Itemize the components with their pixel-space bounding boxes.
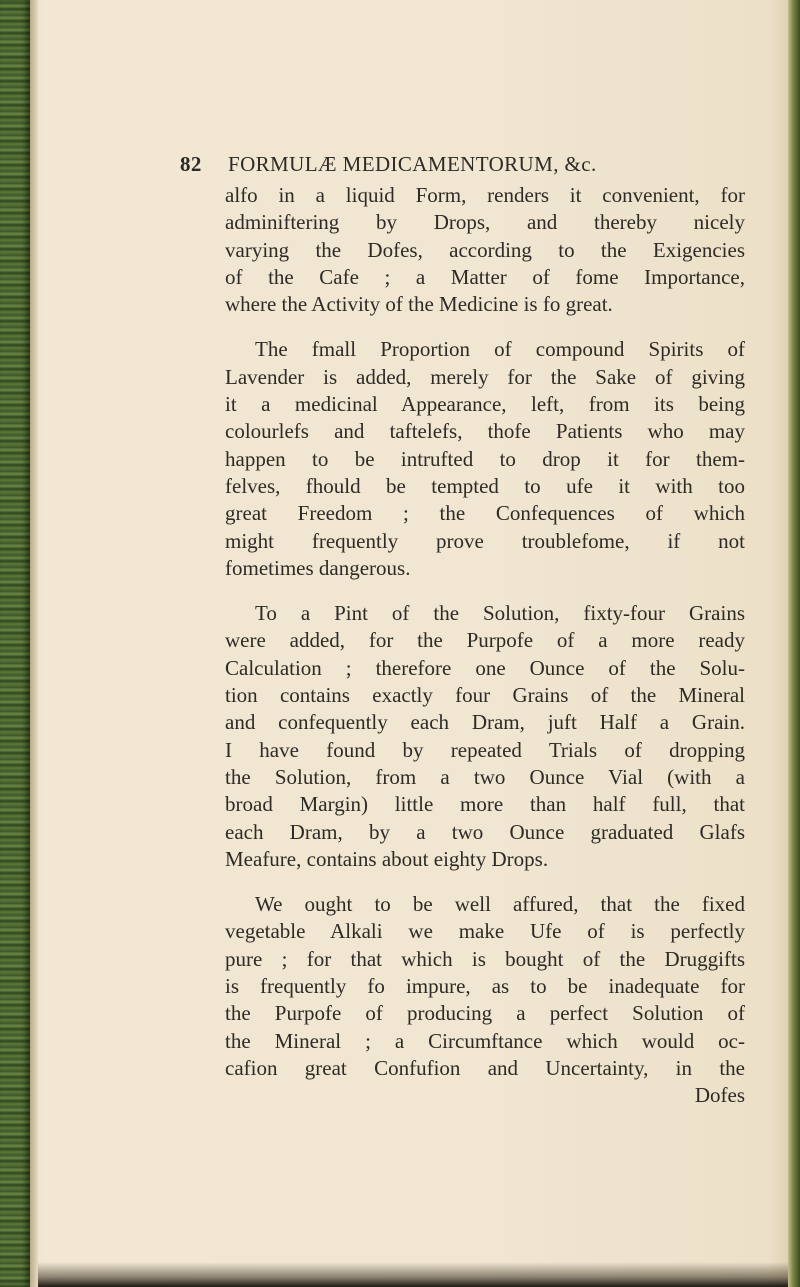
paragraph-4: [225, 891, 745, 1109]
text-line: Calculation ; therefore one Ounce of the Solu-: [225, 655, 745, 680]
text-line: happen to be intrufted to drop it for them-: [225, 446, 745, 471]
text-line: pure ; for that which is bought of the Druggifts: [225, 946, 745, 971]
running-head: [180, 152, 760, 182]
text-line: cafion great Confufion and Uncertainty, in the: [225, 1055, 745, 1080]
paragraph-3: [225, 600, 745, 873]
page-gutter: [30, 0, 38, 1287]
text-line: To a Pint of the Solution, fixty-four Grains: [255, 601, 745, 626]
text-line: great Freedom ; the Confequences of which: [225, 501, 745, 526]
text-line: colourlefs and taftelefs, thofe Patients who may: [225, 419, 745, 444]
catchword: Dofes: [694, 1083, 745, 1108]
text-line: might frequently prove troublefome, if not: [225, 528, 745, 553]
text-line: tion contains exactly four Grains of the Mineral: [225, 683, 745, 708]
text-line: broad Margin) little more than half full, that: [225, 792, 745, 817]
text-line: adminiftering by Drops, and thereby nicely: [225, 210, 745, 235]
text-line: We ought to be well affured, that the fixed: [255, 892, 745, 917]
running-title: FORMULÆ MEDICAMENTORUM, &c.: [228, 152, 597, 176]
text-line: The fmall Proportion of compound Spirits of: [255, 337, 745, 362]
paragraph-2: [225, 336, 745, 582]
text-line: I have found by repeated Trials of dropping: [225, 737, 745, 762]
text-line: where the Activity of the Medicine is fo great.: [225, 292, 613, 317]
book-binding-left: [0, 0, 30, 1287]
text-line: were added, for the Purpofe of a more ready: [225, 628, 745, 653]
text-line: the Solution, from a two Ounce Vial (with a: [225, 764, 745, 789]
body-text: [225, 182, 745, 1110]
text-line: vegetable Alkali we make Ufe of is perfectly: [225, 919, 745, 944]
text-line: is frequently fo impure, as to be inadequate for: [225, 974, 745, 999]
text-line: the Purpofe of producing a perfect Solution of: [225, 1001, 745, 1026]
text-line: varying the Dofes, according to the Exigencies: [225, 237, 745, 262]
text-line: the Mineral ; a Circumftance which would oc-: [225, 1028, 745, 1053]
page-bottom-shadow: [38, 1262, 788, 1287]
text-line: fometimes dangerous.: [225, 555, 411, 580]
text-line: each Dram, by a two Ounce graduated Glafs: [225, 819, 745, 844]
text-line: alfo in a liquid Form, renders it convenient, for: [225, 183, 745, 207]
text-line: it a medicinal Appearance, left, from its being: [225, 392, 745, 417]
book-edge-right: [788, 0, 800, 1287]
page-number: 82: [180, 152, 202, 176]
text-line: felves, fhould be tempted to ufe it with too: [225, 473, 745, 498]
text-line: Meafure, contains about eighty Drops.: [225, 846, 549, 871]
text-line: Lavender is added, merely for the Sake of giving: [225, 364, 745, 389]
paragraph-1: [225, 182, 745, 318]
text-line: of the Cafe ; a Matter of fome Importance,: [225, 264, 745, 289]
text-line: and confequently each Dram, juft Half a Grain.: [225, 710, 745, 735]
